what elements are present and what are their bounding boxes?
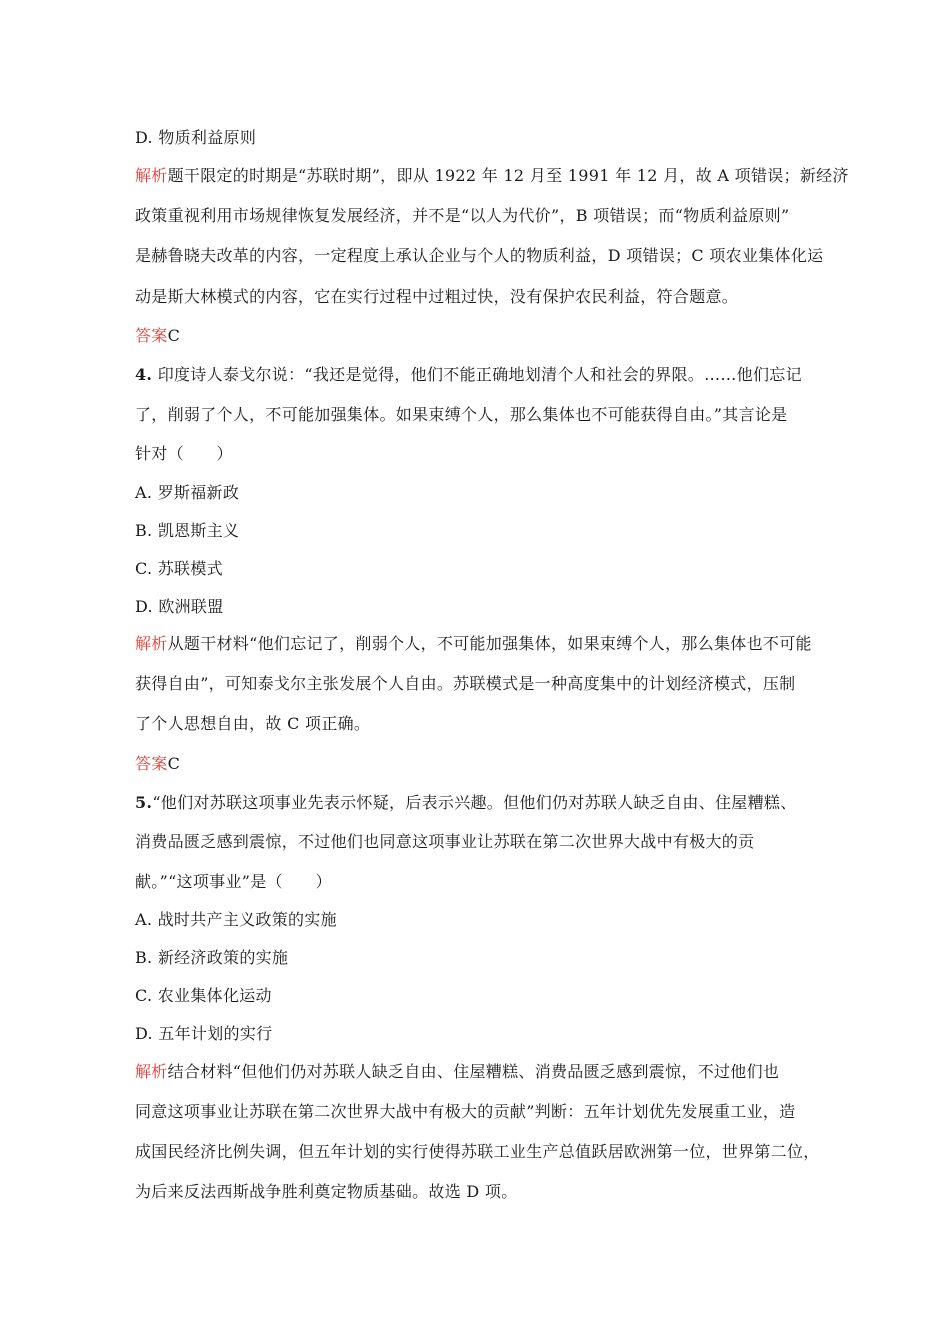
q4-analysis-line-2: 获得自由”，可知泰戈尔主张发展个人自由。苏联模式是一种高度集中的计划经济模式，压制 [135,674,796,693]
q5-option-c: C. 农业集体化运动 [135,986,272,1005]
q4-option-d: D. 欧洲联盟 [135,597,224,616]
q5-analysis-line-1: 解析结合材料“但他们仍对苏联人缺乏自由、住屋糟糕、消费品匮乏感到震惊，不过他们也 [135,1062,780,1081]
q5-analysis-line-2: 同意这项事业让苏联在第二次世界大战中有极大的贡献”判断：五年计划优先发展重工业，造 [135,1102,796,1121]
q4-answer [135,754,825,774]
q3-analysis-line-1: 解析题干限定的时期是“苏联时期”，即从 1922 年 12 月至 1991 年 12 月，故 A 项错误；新经济 [135,166,849,185]
q5-option-b: B. 新经济政策的实施 [135,948,289,967]
q5-analysis-line-4: 为后来反法西斯战争胜利奠定物质基础。故选 D 项。 [135,1182,518,1201]
q4-stem-line-3: 针对（ ） [135,444,233,463]
q3-analysis-label: 解析 [135,166,168,185]
q4-answer-label: 答案 [135,754,168,773]
q5-option-d: D. 五年计划的实行 [135,1024,273,1043]
q5-stem-line-3: 献。”“这项事业”是（ ） [135,872,332,891]
q4-analysis-label: 解析 [135,634,168,653]
q5-analysis-label: 解析 [135,1062,168,1081]
q4-analysis-line-3: 了个人思想自由，故 C 项正确。 [135,714,371,733]
q5-stem-line-1: 5.“他们对苏联这项事业先表示怀疑，后表示兴趣。但他们仍对苏联人缺乏自由、住屋糟糕、 [135,793,797,812]
q3-analysis-line-2: 政策重视利用市场规律恢复发展经济，并不是“以人为代价”，B 项错误；而“物质利益原则” [135,206,790,225]
q4-stem-line-1: 4. 印度诗人泰戈尔说：“我还是觉得，他们不能正确地划清个人和社会的界限。……他们忘记 [135,365,802,384]
q5-stem-line-2: 消费品匮乏感到震惊，不过他们也同意这项事业让苏联在第二次世界大战中有极大的贡 [135,832,755,851]
q4-option-b: B. 凯恩斯主义 [135,521,240,540]
q3-answer [135,326,825,346]
q3-analysis-line-4: 动是斯大林模式的内容，它在实行过程中过粗过快，没有保护农民利益，符合题意。 [135,287,739,306]
q3-answer-value: C [167,326,181,345]
q3-option-d: D. 物质利益原则 [135,128,257,147]
q4-answer-value: C [167,754,181,773]
q5-option-a: A. 战时共产主义政策的实施 [135,910,337,929]
q4-stem-line-2: 了，削弱了个人，不可能加强集体。如果束缚个人，那么集体也不可能获得自由。”其言论是 [135,405,788,424]
q5-analysis-line-3: 成国民经济比例失调，但五年计划的实行使得苏联工业生产总值跃居欧洲第一位，世界第二位， [135,1142,820,1161]
q5-number: 5. [135,793,153,812]
q3-analysis-line-3: 是赫鲁晓夫改革的内容，一定程度上承认企业与个人的物质利益，D 项错误；C 项农业集体化运 [135,246,824,265]
q4-option-c: C. 苏联模式 [135,559,223,578]
q4-analysis-line-1: 解析从题干材料“他们忘记了，削弱个人，不可能加强集体，如果束缚个人，那么集体也不可能 [135,634,812,653]
q4-number: 4. [135,365,153,384]
q3-answer-label: 答案 [135,326,168,345]
q4-option-a: A. 罗斯福新政 [135,483,240,502]
